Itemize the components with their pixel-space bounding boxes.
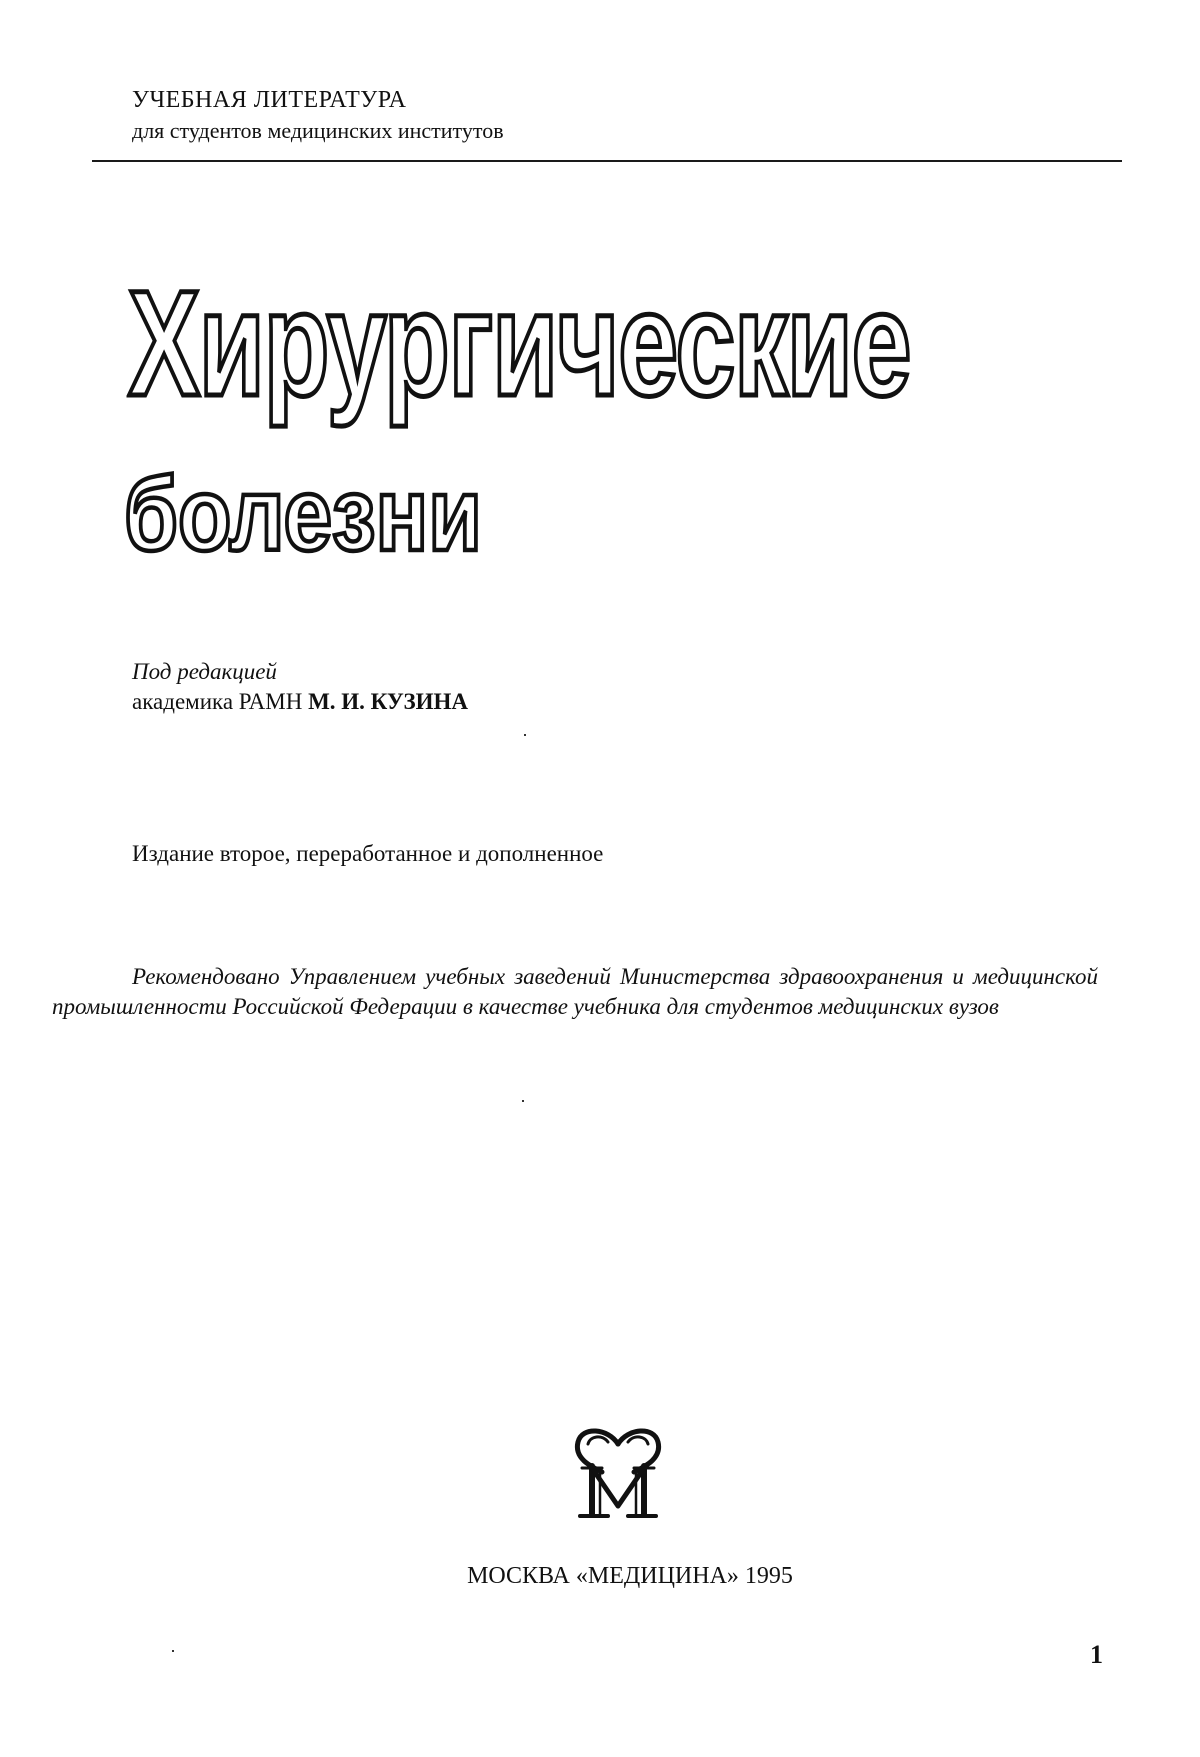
scan-speck [172,1650,174,1652]
editor-prefix: академика РАМН [132,689,303,714]
scan-speck [522,1100,524,1102]
book-title-sub: болезни [124,457,482,573]
scan-speck [524,734,526,736]
recommendation-text: Рекомендовано Управлением учебных заведений Министерства здравоохранения и медицинской промышленности Российской Федерации в качестве учебника для студентов медицинских вузов [52,964,1098,1019]
editor-name: М. И. КУЗИНА [308,689,468,714]
medicina-publisher-logo-icon [568,1422,668,1526]
editor-label: Под редакцией [132,659,277,684]
series-audience: для студентов медицинских институтов [132,118,504,143]
edition-note: Издание второе, переработанное и дополненное [132,841,604,866]
book-title-main: Хирургические [128,259,911,427]
editor-line [132,688,468,716]
series-name: УЧЕБНАЯ ЛИТЕРАТУРА [132,87,407,113]
publisher-imprint: МОСКВА «МЕДИЦИНА» 1995 [467,1563,793,1589]
header-divider [92,160,1122,162]
page-number: 1 [1090,1640,1103,1669]
